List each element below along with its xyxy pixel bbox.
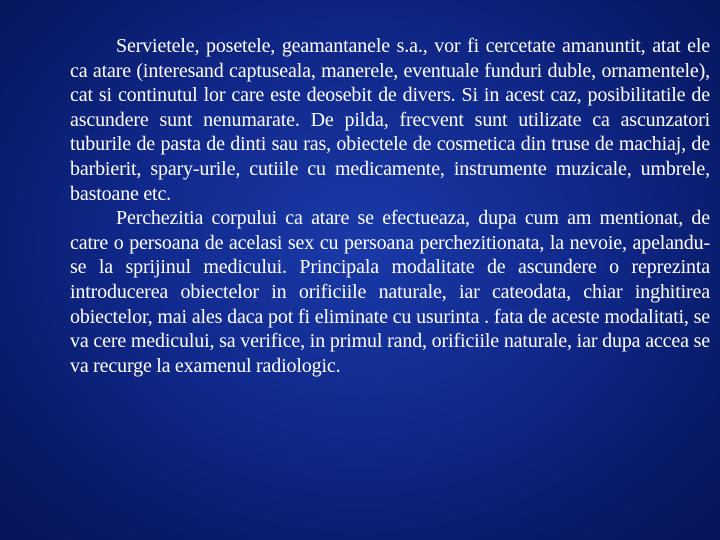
paragraph-luggage-search: Servietele, posetele, geamantanele s.a., vor fi cercetate amanuntit, atat ele ca atare (interesand captuseala, manerele, eventuale funduri duble, ornamentele), cat si continutul lor care este deosebit de divers. Si in acest caz, posibilitatile de ascundere sunt nenumarate. De pilda, frecvent sunt utilizate ca ascunzatori tuburile de pasta de dinti sau ras, obiectele de cosmetica din truse de machiaj, de barbierit, spary-urile, cutiile cu medicamente, instrumente muzicale, umbrele, bastoane etc. xyxy=(70,35,710,205)
slide-text-body xyxy=(70,34,710,378)
paragraph-body-search: Perchezitia corpului ca atare se efectueaza, dupa cum am mentionat, de catre o persoana de acelasi sex cu persoana perchezitionata, la nevoie, apelandu-se la sprijinul medicului. Principala modalitate de ascundere o reprezinta introducerea obiectelor in orificiile naturale, iar cateodata, chiar inghitirea obiectelor, mai ales daca pot fi eliminate cu usurinta . fata de aceste modalitati, se va cere medicului, sa verifice, in primul rand, orificiile naturale, iar dupa accea se va recurge la examenul radiologic. xyxy=(70,207,710,377)
